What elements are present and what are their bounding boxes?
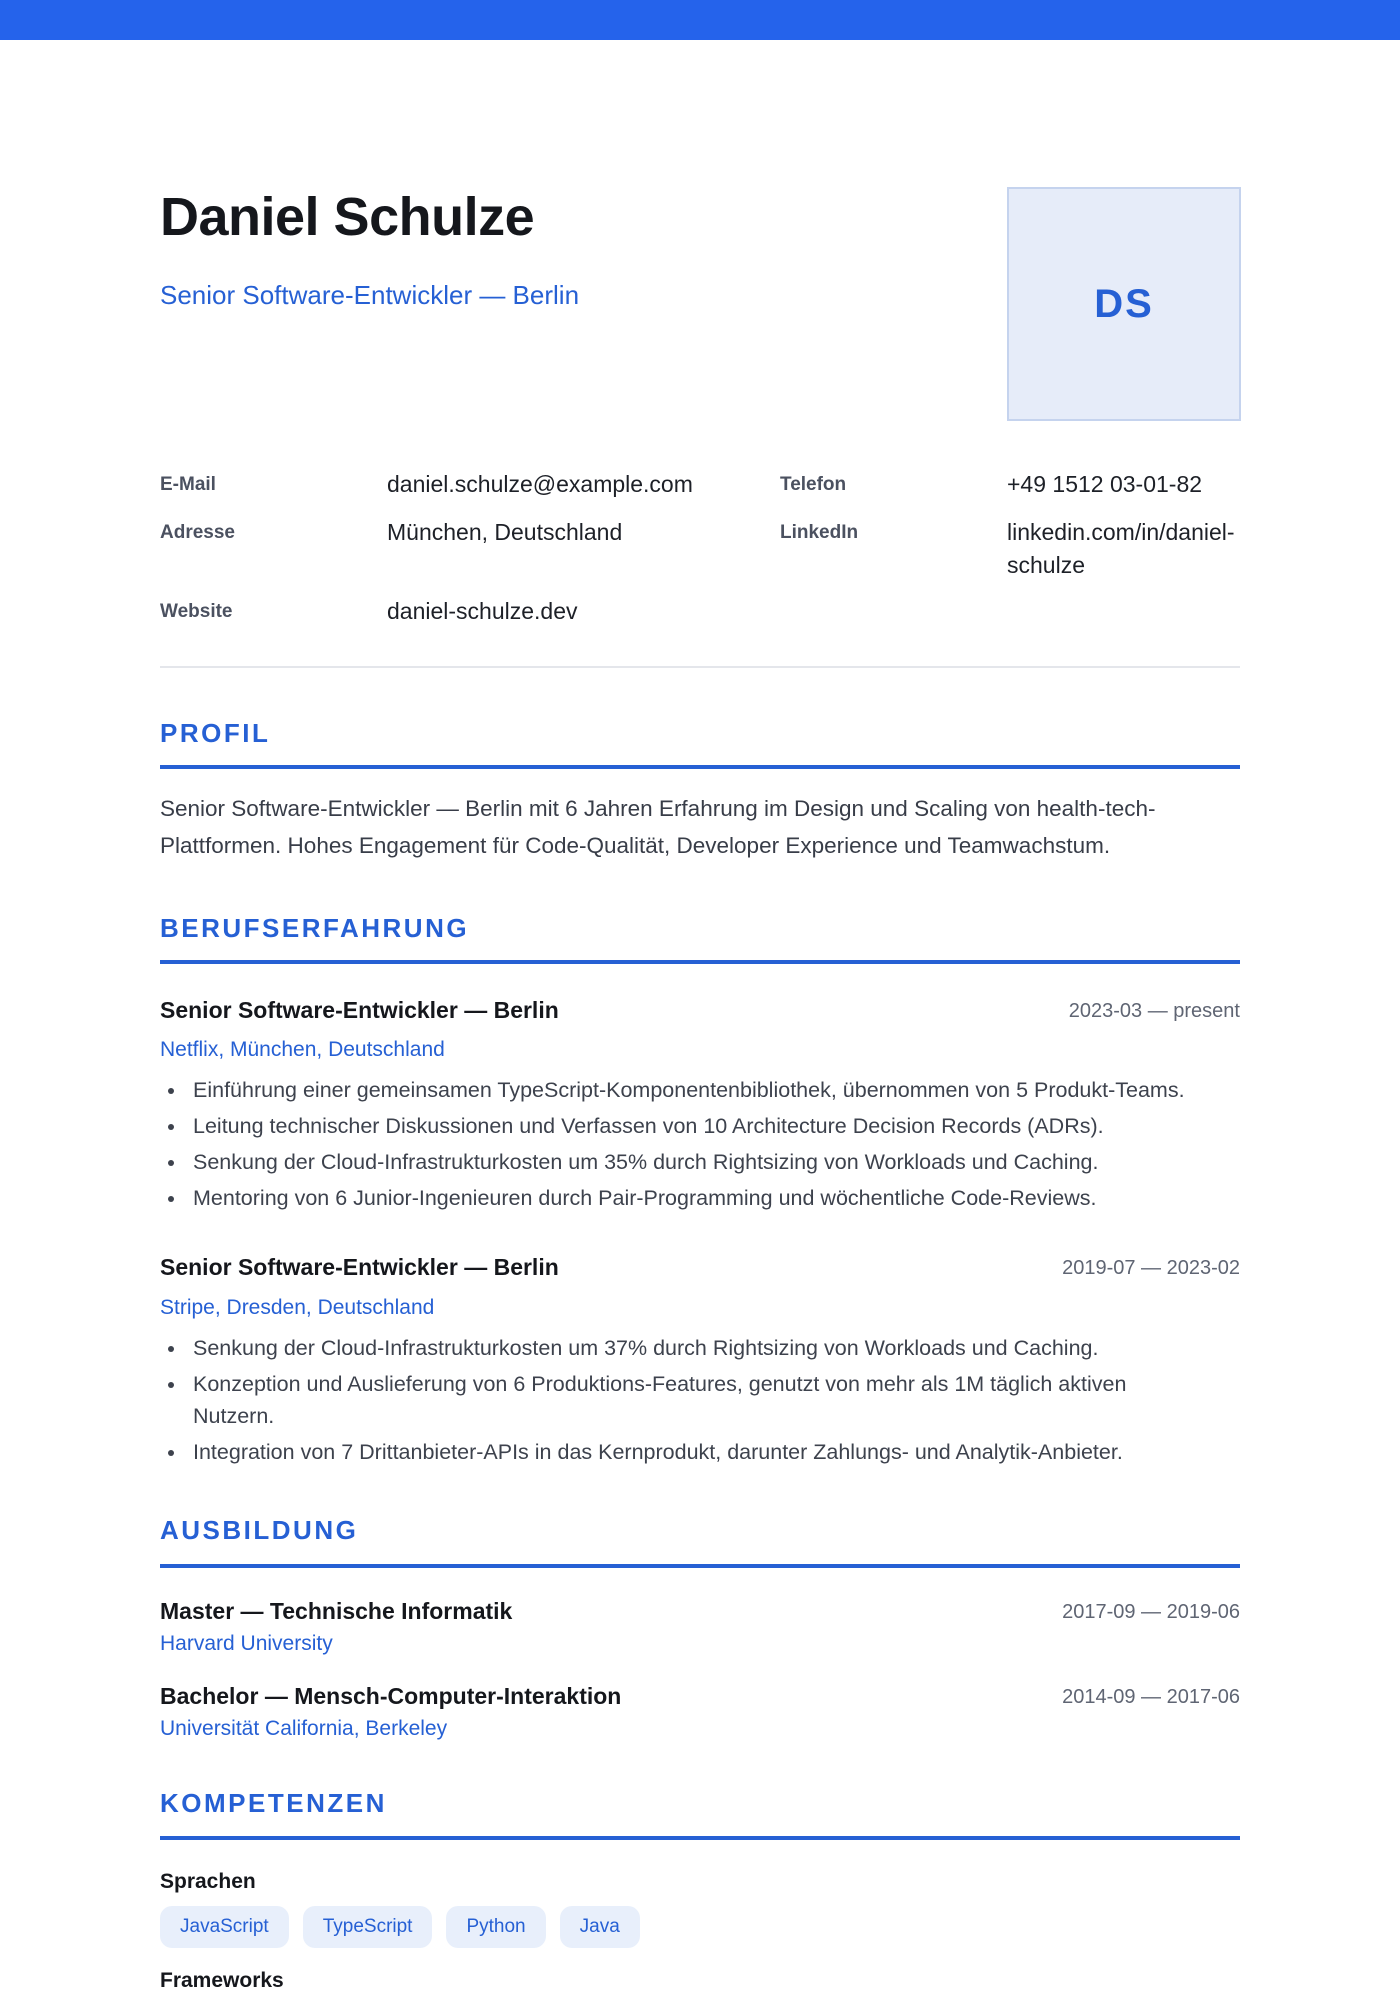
experience-section-title: BERUFSERFAHRUNG <box>160 913 470 943</box>
website-value[interactable]: daniel-schulze.dev <box>387 598 578 624</box>
email-label: E-Mail <box>160 474 216 495</box>
linkedin-label: LinkedIn <box>780 522 859 543</box>
skills-section-title: KOMPETENZEN <box>160 1788 387 1818</box>
education-school: Universität California, Berkeley <box>160 1717 448 1740</box>
education-degree: Master — Technische Informatik <box>160 1598 513 1624</box>
skill-chip: TypeScript <box>303 1906 433 1948</box>
linkedin-value-line2: schulze <box>1007 552 1085 578</box>
job-title: Senior Software-Entwickler — Berlin <box>160 1254 559 1280</box>
skill-chips <box>160 1906 640 1948</box>
job-bullet: Konzeption und Auslieferung von 6 Produktions-Features, genutzt von mehr als 1M täglich aktiven Nutzern. <box>160 1368 1240 1432</box>
job-title: Senior Software-Entwickler — Berlin <box>160 997 559 1023</box>
job-bullet: Einführung einer gemeinsamen TypeScript-Komponentenbibliothek, übernommen von 5 Produkt-Teams. <box>160 1074 1240 1106</box>
email-value[interactable]: daniel.schulze@example.com <box>387 471 693 497</box>
job-bullet: Integration von 7 Drittanbieter-APIs in das Kernprodukt, darunter Zahlungs- und Analytik-Anbieter. <box>160 1436 1240 1468</box>
job-bullets <box>160 1074 1240 1218</box>
job-dates: 2023-03 — present <box>1068 1000 1240 1022</box>
education-dates: 2014-09 — 2017-06 <box>1062 1686 1240 1708</box>
top-accent-bar <box>0 0 1400 40</box>
job-bullet: Senkung der Cloud-Infrastrukturkosten um 35% durch Rightsizing von Workloads und Caching. <box>160 1146 1240 1178</box>
header-divider <box>160 666 1240 668</box>
skill-group-title: Sprachen <box>160 1870 256 1893</box>
education-school: Harvard University <box>160 1632 333 1655</box>
candidate-headline: Senior Software-Entwickler — Berlin <box>160 280 580 310</box>
avatar <box>1007 187 1241 421</box>
linkedin-value-line1: linkedin.com/in/daniel- <box>1007 519 1235 545</box>
job-bullet: Mentoring von 6 Junior-Ingenieuren durch Pair-Programming und wöchentliche Code-Reviews. <box>160 1182 1240 1214</box>
skill-chip: JavaScript <box>160 1906 289 1948</box>
website-label: Website <box>160 601 233 622</box>
job-company: Stripe, Dresden, Deutschland <box>160 1296 435 1319</box>
skills-section-rule <box>160 1836 1240 1840</box>
experience-section-rule <box>160 960 1240 964</box>
profile-section-title: PROFIL <box>160 718 271 748</box>
skill-chip: Java <box>560 1906 640 1948</box>
job-bullets <box>160 1332 1240 1472</box>
profile-section-rule <box>160 765 1240 769</box>
education-section-rule <box>160 1564 1240 1568</box>
profile-text: Senior Software-Entwickler — Berlin mit 6 Jahren Erfahrung im Design und Scaling von health-tech-Plattformen. Hohes Engagement für Code-Qualität, Developer Experience und Teamwachstum. <box>160 796 1156 858</box>
address-value: München, Deutschland <box>387 519 623 545</box>
phone-value[interactable]: +49 1512 03-01-82 <box>1007 471 1203 497</box>
avatar-initials: DS <box>1094 281 1154 326</box>
job-dates: 2019-07 — 2023-02 <box>1062 1257 1240 1279</box>
job-bullet: Leitung technischer Diskussionen und Verfassen von 10 Architecture Decision Records (ADRs). <box>160 1110 1240 1142</box>
linkedin-value[interactable] <box>1007 516 1235 582</box>
job-bullet: Senkung der Cloud-Infrastrukturkosten um 37% durch Rightsizing von Workloads und Caching. <box>160 1332 1240 1364</box>
address-label: Adresse <box>160 522 235 543</box>
phone-label: Telefon <box>780 474 847 495</box>
education-section-title: AUSBILDUNG <box>160 1515 359 1545</box>
education-dates: 2017-09 — 2019-06 <box>1062 1601 1240 1623</box>
job-company: Netflix, München, Deutschland <box>160 1038 445 1061</box>
skill-group-title: Frameworks <box>160 1969 284 1992</box>
skill-chip: Python <box>446 1906 545 1948</box>
candidate-name: Daniel Schulze <box>160 187 535 247</box>
education-degree: Bachelor — Mensch-Computer-Interaktion <box>160 1683 622 1709</box>
